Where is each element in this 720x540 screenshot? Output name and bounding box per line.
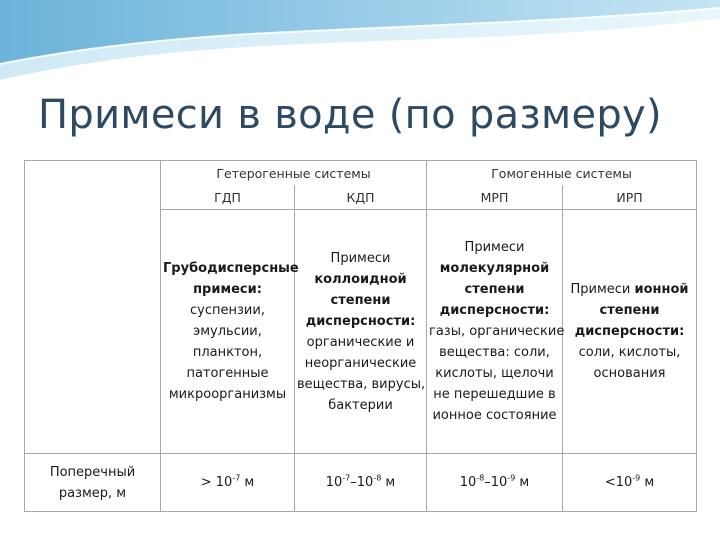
subheader-kdp: КДП xyxy=(295,185,427,210)
subheader-irp: ИРП xyxy=(563,185,697,210)
gdp-line: патогенные xyxy=(186,366,269,381)
subheader-mrp: МРП xyxy=(427,185,563,210)
size-text: –10 xyxy=(484,475,508,490)
mrp-line: Примеси xyxy=(464,240,525,255)
irp-line: основания xyxy=(593,366,666,381)
header-wave-decoration xyxy=(0,0,720,90)
gdp-line: планктон, xyxy=(192,345,263,360)
size-mrp xyxy=(427,454,563,512)
size-exponent: -8 xyxy=(373,473,382,483)
size-unit: м xyxy=(381,475,396,490)
size-kdp xyxy=(295,454,427,512)
irp-bold-word: ионной xyxy=(634,282,689,297)
size-exponent: -9 xyxy=(632,473,641,483)
description-mrp xyxy=(427,210,563,454)
mrp-line: дисперсности: xyxy=(439,303,550,318)
gdp-line: Грубодисперсные xyxy=(163,261,299,276)
row-label-size xyxy=(25,454,161,512)
irp-line: степени xyxy=(599,303,660,318)
mrp-line: ионное состояние xyxy=(432,408,557,423)
size-unit: м xyxy=(640,475,655,490)
row-label-line: Поперечный xyxy=(49,464,136,480)
subheader-gdp: ГДП xyxy=(161,185,295,210)
kdp-line: бактерии xyxy=(328,397,393,413)
kdp-line: вещества, вирусы, xyxy=(297,376,426,392)
size-exponent: -9 xyxy=(507,473,516,483)
description-kdp xyxy=(295,210,427,454)
size-unit: м xyxy=(515,475,530,490)
size-exponent: -7 xyxy=(232,473,241,483)
kdp-line: дисперсности: xyxy=(305,313,416,329)
mrp-line: молекулярной xyxy=(439,261,550,276)
header-heterogeneous: Гетерогенные системы xyxy=(161,161,427,186)
description-irp xyxy=(563,210,697,454)
size-gdp xyxy=(161,454,295,512)
kdp-line: органические и xyxy=(306,334,415,350)
irp-prefix: Примеси xyxy=(570,282,635,297)
size-text: –10 xyxy=(350,475,374,490)
size-exponent: -8 xyxy=(476,473,485,483)
gdp-line: микроорганизмы xyxy=(168,387,287,402)
slide-title: Примеси в воде (по размеру) xyxy=(38,92,662,138)
size-text: 10 xyxy=(459,475,477,490)
kdp-line: Примеси xyxy=(330,250,391,266)
size-exponent: -7 xyxy=(342,473,351,483)
mrp-line: газы, органические xyxy=(429,324,565,339)
kdp-line: коллоидной xyxy=(314,271,407,287)
gdp-line: эмульсии, xyxy=(193,324,262,339)
kdp-line: неорганические xyxy=(304,355,417,371)
gdp-line: примеси: xyxy=(193,282,262,297)
gdp-line: суспензии, xyxy=(190,303,265,318)
kdp-line: степени xyxy=(330,292,391,308)
irp-line: соли, кислоты, xyxy=(578,345,681,360)
mrp-line: не перешедшие в xyxy=(433,387,556,402)
impurities-table xyxy=(24,160,697,512)
irp-line xyxy=(565,279,694,300)
size-text: > 10 xyxy=(200,475,233,490)
mrp-line: степени xyxy=(464,282,525,297)
size-unit: м xyxy=(240,475,255,490)
header-homogeneous: Гомогенные системы xyxy=(427,161,697,186)
description-gdp xyxy=(161,210,299,454)
irp-line: дисперсности: xyxy=(574,324,685,339)
empty-corner-cell xyxy=(25,161,161,454)
row-label-line: размер, м xyxy=(58,485,127,501)
size-text: <10 xyxy=(604,475,633,490)
size-irp xyxy=(563,454,697,512)
mrp-line: вещества: соли, xyxy=(439,345,550,360)
size-text: 10 xyxy=(325,475,343,490)
mrp-line: кислоты, щелочи xyxy=(435,366,554,381)
